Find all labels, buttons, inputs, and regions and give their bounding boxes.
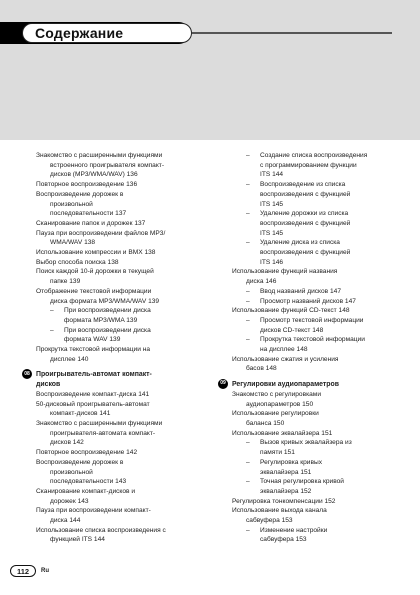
toc-entry[interactable]: Пауза при воспроизведении компакт- [36,507,151,515]
toc-entry[interactable]: с программированием функции [260,161,357,169]
toc-entry[interactable]: памяти 151 [260,449,295,457]
toc-entry[interactable]: последовательности 143 [50,478,127,486]
toc-entry[interactable]: аудиопараметров 150 [246,400,314,408]
toc-entry[interactable]: Использование выхода канала [232,507,327,515]
toc-entry[interactable]: Регулировка тонкомпенсации 152 [232,497,336,505]
toc-entry[interactable]: басов 148 [246,365,277,373]
toc-entry[interactable]: ITS 146 [260,258,284,266]
toc-entry[interactable]: сабвуфера 153 [246,517,293,525]
toc-entry[interactable]: – Регулировка кривых [246,458,418,468]
toc-entry[interactable]: WMA/WAV 138 [50,239,96,247]
section-title-line2: дисков [36,381,61,389]
toc-entry[interactable]: – При воспроизведении диска [50,326,222,336]
toc-left-entries [36,151,222,364]
toc-entry[interactable]: сабвуфера 153 [260,536,307,544]
toc-entry[interactable]: Использование сжатия и усиления [232,355,339,363]
toc-entry[interactable]: дисков (MP3/WMA/WAV) 136 [50,171,138,179]
toc-entry[interactable]: дорожек 143 [50,497,89,505]
toc-entry[interactable]: – Просмотр текстовой информации [246,316,418,326]
toc-entry[interactable]: воспроизведения с функцией [260,219,351,227]
toc-entry[interactable]: Прокрутка текстовой информации на [36,346,151,354]
toc-entry[interactable]: формата WAV 139 [64,336,121,344]
toc-entry[interactable]: Использование регулировки [232,410,319,418]
section-title-line1: Регулировки аудиопараметров [232,381,339,389]
toc-entry[interactable]: Использование списка воспроизведения с [36,526,166,534]
toc-entry[interactable]: – Вызов кривых эквалайзера из [246,438,418,448]
toc-entry[interactable]: дисков 142 [50,439,84,447]
toc-entry[interactable]: Воспроизведение дорожек в [36,190,124,198]
toc-entry[interactable]: Повторное воспроизведение 136 [36,181,138,189]
toc-entry[interactable]: Выбор способа поиска 138 [36,258,119,266]
toc-entry[interactable]: диска формата MP3/WMA/WAV 139 [50,297,160,305]
toc-left-section-entries [36,390,222,545]
toc-entry[interactable]: Сканирование папок и дорожек 137 [36,219,146,227]
header-band [0,0,420,140]
toc-entry[interactable]: ITS 144 [260,171,284,179]
toc-entry[interactable]: формата MP3/WMA 139 [64,316,138,324]
language-label: Ru [41,568,49,574]
title-tab [22,23,192,43]
toc-left-column [24,151,222,545]
toc-entry[interactable]: Пауза при воспроизведении файлов MP3/ [36,229,166,237]
toc-entry[interactable]: Сканирование компакт-дисков и [36,487,136,495]
toc-entry[interactable]: Использование функций названия [232,268,338,276]
toc-entry[interactable]: – Ввод названий дисков 147 [246,287,418,297]
toc-entry[interactable]: функцией ITS 144 [50,536,105,544]
toc-right-section-entries [232,390,418,545]
toc-entry[interactable]: Воспроизведение компакт-диска 141 [36,390,150,398]
section-title-line1: Проигрыватель-автомат компакт- [36,371,152,379]
toc-entry[interactable]: эквалайзера 151 [260,468,312,476]
toc-entry[interactable]: 50-дисковый проигрыватель-автомат [36,400,150,408]
toc-entry[interactable]: компакт-дисков 141 [50,410,111,418]
section-number-badge: 08 [22,369,32,379]
toc-entry[interactable]: на дисплее 148 [260,346,308,354]
toc-entry[interactable]: ITS 145 [260,229,284,237]
toc-entry[interactable]: проигрывателя-автомата компакт- [50,429,156,437]
toc-entry[interactable]: Знакомство с расширенными функциями [36,152,163,159]
toc-entry[interactable]: – При воспроизведении диска [50,306,222,316]
toc-entry[interactable]: эквалайзера 152 [260,487,312,495]
toc-entry[interactable]: Использование эквалайзера 151 [232,429,333,437]
header-rule [192,32,392,34]
toc-entry[interactable]: Повторное воспроизведение 142 [36,449,138,457]
toc-entry[interactable]: произвольной [50,200,93,208]
page-title: Содержание [35,25,124,41]
toc-entry[interactable]: воспроизведения с функцией [260,249,351,257]
toc-right-entries [232,151,418,374]
section-number-badge: 09 [218,379,228,389]
section-title [36,370,152,389]
toc-entry[interactable]: баланса 150 [246,419,285,427]
toc-entry[interactable]: – Изменение настройки [246,526,418,536]
section-heading-09[interactable] [218,380,418,390]
toc-entry[interactable]: – Удаление диска из списка [246,238,418,248]
toc-entry[interactable]: диска 144 [50,517,81,525]
toc-entry[interactable]: Использование функций CD-текст 148 [232,307,350,315]
page-number: 112 [10,565,36,577]
section-heading-08[interactable] [22,370,222,389]
toc-entry[interactable]: – Воспроизведение из списка [246,180,418,190]
toc-entry[interactable]: дисплее 140 [50,355,89,363]
toc-entry[interactable]: папке 139 [50,278,81,286]
toc-entry[interactable]: – Просмотр названий дисков 147 [246,297,418,307]
toc-entry[interactable]: диска 146 [246,278,277,286]
toc-entry[interactable]: – Прокрутка текстовой информации [246,335,418,345]
toc-entry[interactable]: последовательности 137 [50,210,127,218]
toc-entry[interactable]: дисков CD-текст 148 [260,326,324,334]
toc-entry[interactable]: Поиск каждой 10-й дорожки в текущей [36,268,154,276]
toc-entry[interactable]: Отображение текстовой информации [36,287,152,295]
toc-entry[interactable]: Использование компрессии и BMX 138 [36,249,156,257]
toc-entry[interactable]: Знакомство с расширенными функциями [36,419,163,427]
toc-entry[interactable]: Знакомство с регулировками [232,390,321,398]
toc-right-column [220,151,418,545]
toc-entry[interactable]: ITS 145 [260,200,284,208]
toc-entry[interactable]: – Точная регулировка кривой [246,477,418,487]
toc-entry[interactable]: встроенного проигрывателя компакт- [50,161,165,169]
toc-entry[interactable]: – Создание списка воспроизведения [246,151,418,161]
toc-entry[interactable]: Воспроизведение дорожек в [36,458,124,466]
toc-entry[interactable]: воспроизведения с функцией [260,190,351,198]
toc-entry[interactable]: произвольной [50,468,93,476]
toc-entry[interactable]: – Удаление дорожки из списка [246,209,418,219]
